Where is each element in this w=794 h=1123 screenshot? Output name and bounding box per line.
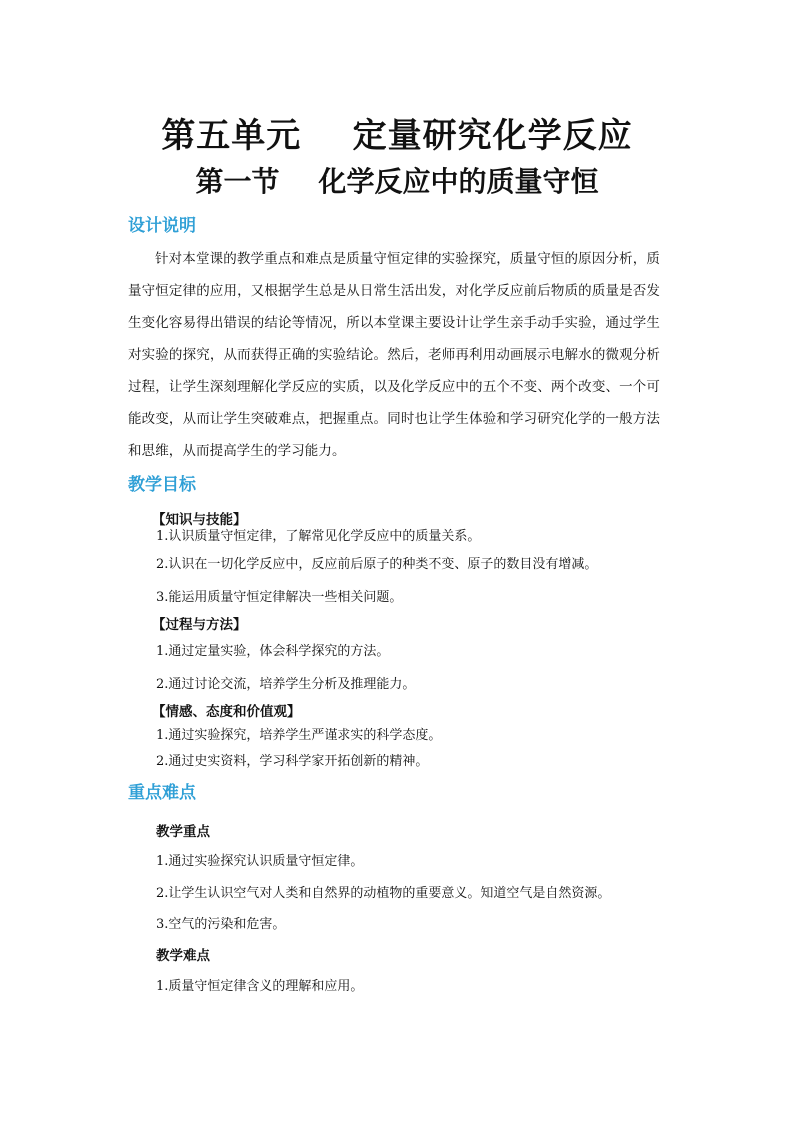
emotion-item: 1.通过实验探究，培养学生严谨求实的科学态度。 bbox=[156, 728, 442, 743]
knowledge-item: 3.能运用质量守恒定律解决一些相关问题。 bbox=[156, 590, 403, 605]
section-title: 第一节 化学反应中的质量守恒 bbox=[195, 165, 599, 198]
design-heading: 设计说明 bbox=[128, 216, 196, 236]
design-paragraph: 针对本堂课的教学重点和难点是质量守恒定律的实验探究，质量守恒的原因分析，质量守恒定律的应用，又根据学生总是从日常生活出发，对化学反应前后物质的质量是否发生变化容易得出错误的结论等情况，所以本堂课主要设计让学生亲手动手实验，通过学生对实验的探究，从而获得正确的实验结论。然后，老师再利用动画展示电解水的微观分析过程，让学生深刻理解化学反应的实质，以及化学反应中的五个不变、两个改变、一个可能改变，从而让学生突破难点，把握重点。同时也让学生体验和学习研究化学的一般方法和思维，从而提高学生的学习能力。 bbox=[128, 251, 660, 459]
process-label: 【过程与方法】 bbox=[152, 617, 247, 633]
unit-title: 第五单元 定量研究化学反应 bbox=[161, 116, 633, 156]
focus-item: 2.让学生认识空气对人类和自然界的动植物的重要意义。知道空气是自然资源。 bbox=[156, 886, 611, 901]
knowledge-item: 2.认识在一切化学反应中，反应前后原子的种类不变、原子的数目没有增减。 bbox=[156, 557, 598, 572]
focus-label: 教学重点 bbox=[156, 824, 210, 840]
knowledge-label: 【知识与技能】 bbox=[152, 512, 247, 528]
focus-item: 1.通过实验探究认识质量守恒定律。 bbox=[156, 854, 364, 869]
emotion-label: 【情感、态度和价值观】 bbox=[152, 704, 301, 720]
emotion-item: 2.通过史实资料，学习科学家开拓创新的精神。 bbox=[156, 754, 429, 769]
goals-heading: 教学目标 bbox=[128, 475, 196, 495]
difficulty-label: 教学难点 bbox=[156, 948, 210, 964]
focus-item: 3.空气的污染和危害。 bbox=[156, 917, 286, 932]
knowledge-item: 1.认识质量守恒定律，了解常见化学反应中的质量关系。 bbox=[156, 529, 481, 544]
process-item: 1.通过定量实验，体会科学探究的方法。 bbox=[156, 644, 390, 659]
difficulty-item: 1.质量守恒定律含义的理解和应用。 bbox=[156, 979, 364, 994]
process-item: 2.通过讨论交流，培养学生分析及推理能力。 bbox=[156, 677, 416, 692]
key-points-heading: 重点难点 bbox=[128, 783, 196, 803]
